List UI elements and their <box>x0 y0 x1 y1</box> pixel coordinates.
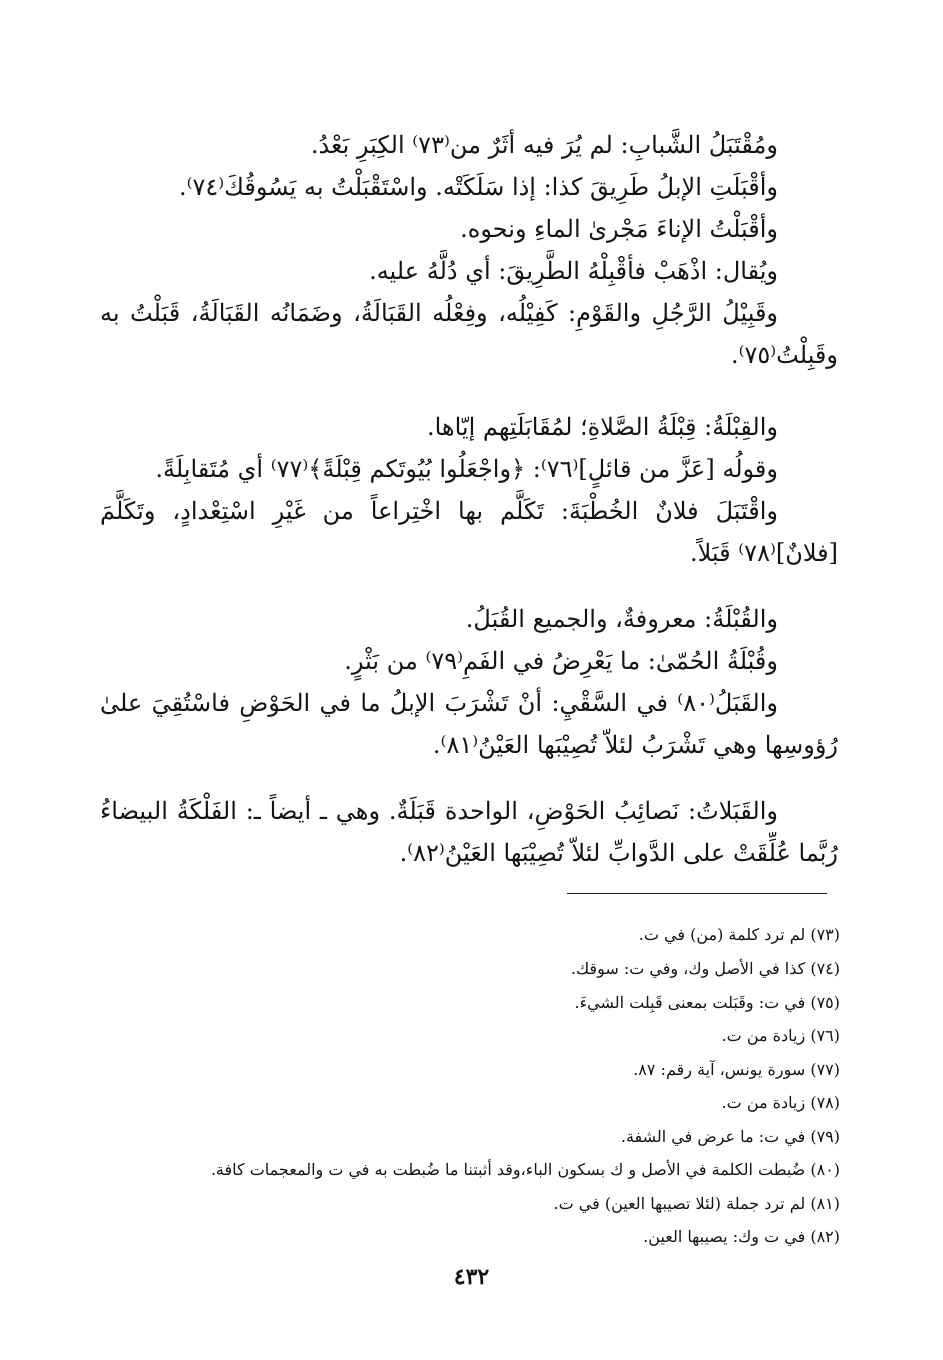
footnote: (٧٩) في ت: ما عرض في الشفة. <box>620 1127 840 1146</box>
footnote: (٨٠) ضُبطت الكلمة في الأصل و ك بسكون الباء،وقد أثبتنا ما ضُبطت به في ت والمعجمات كافة. <box>210 1160 840 1179</box>
footnote: (٧٥) في ت: وقَبَلت بمعنى قَبِلت الشيءَ. <box>574 993 840 1012</box>
text-line: وقَبِلْتُ⁽٧٥⁾. <box>730 341 838 369</box>
text-line: وأقْبَلْتُ الإناءَ مَجْرىٰ الماءِ ونحوه. <box>460 215 778 243</box>
footnote: (٧٦) زيادة من ت. <box>721 1026 840 1045</box>
text-line: وقُبْلَةُ الحُمّىٰ: ما يَعْرِضُ في الفَمِ⁽٧٩⁾ من بَثْرٍ. <box>344 647 778 675</box>
text-line: واقْتَبَلَ فلانٌ الخُطْبَةَ: تَكَلَّم بها اخْتِراعاً من غَيْرِ اسْتِعْدادٍ، وتَكَلَّمَ <box>100 497 778 525</box>
text-line: والقُبْلَةُ: معروفةٌ، والجميع القُبَلُ. <box>465 605 778 633</box>
text-line: وقَبِيْلُ الرَّجُلِ والقَوْمِ: كَفِيْلُه، وفِعْلُه القَبَالَةُ، وضَمَانُه القَبَالَةُ، قَبَلْتُ به <box>100 299 778 327</box>
text-line: رُبَّما عُلِّقَتْ على الدَّوابِّ لئلاّ تُصِيْبَها العَيْنُ⁽٨٢⁾. <box>399 839 838 867</box>
footnote: (٧٨) زيادة من ت. <box>721 1093 840 1112</box>
page-number: ٤٣٢ <box>453 1264 490 1290</box>
text-line: والقَبَلاتُ: نَصائِبُ الحَوْضِ، الواحدة قَبَلَةٌ. وهي ـ أيضاً ـ: الفَلْكَةُ البيضاءُ <box>100 797 778 825</box>
footnote: (٧٣) لم ترد كلمة (من) في ت. <box>638 925 840 944</box>
text-line: رُؤوسِها وهي تَشْرَبُ لئلاّ تُصِيْبَها العَيْنُ⁽٨١⁾. <box>432 731 838 759</box>
text-line: ويُقال: اذْهَبْ فأقْبِلْهُ الطَّرِيقَ: أي دُلَّهُ عليه. <box>369 257 778 285</box>
footnote: (٧٧) سورة يونس، آية رقم: ٨٧. <box>633 1060 840 1079</box>
text-line: وقولُه [عَزَّ من قائلٍ]⁽٧٦⁾: ﴿واجْعَلُوا بُيُوتَكم قِبْلَةً﴾⁽٧٧⁾ أي مُتَقابِلَةً. <box>155 455 778 483</box>
text-line: [فلانٌ]⁽٧٨⁾ قَبَلاً. <box>689 539 838 567</box>
footnote: (٨١) لم ترد جملة (لئلا تصيبها العين) في ت. <box>553 1194 840 1213</box>
text-line: وأقْبَلَتِ الإبلُ طَرِيقَ كذا: إذا سَلَكَتْه. واسْتَقْبَلْتُ به يَسُوقُكَ⁽٧٤⁾. <box>178 173 778 201</box>
footnote: (٨٢) في ت وك: يصيبها العين. <box>643 1227 840 1246</box>
text-line: والقِبْلَةُ: قِبْلَةُ الصَّلاةِ؛ لمُقَابَلَتِهم إيّاها. <box>426 413 778 441</box>
text-line: ومُقْتَبَلُ الشَّبابِ: لم يُرَ فيه أثَرٌ من⁽٧٣⁾ الكِبَرِ بَعْدُ. <box>310 131 778 159</box>
footnote: (٧٤) كذا في الأصل وك، وفي ت: سوقك. <box>570 959 840 978</box>
text-line: والقَبَلُ⁽٨٠⁾ في السَّقْيِ: أنْ تَشْرَبَ الإبلُ ما في الحَوْضِ فاسْتُقِيَ علىٰ <box>100 689 778 717</box>
footnote-divider <box>567 893 827 894</box>
